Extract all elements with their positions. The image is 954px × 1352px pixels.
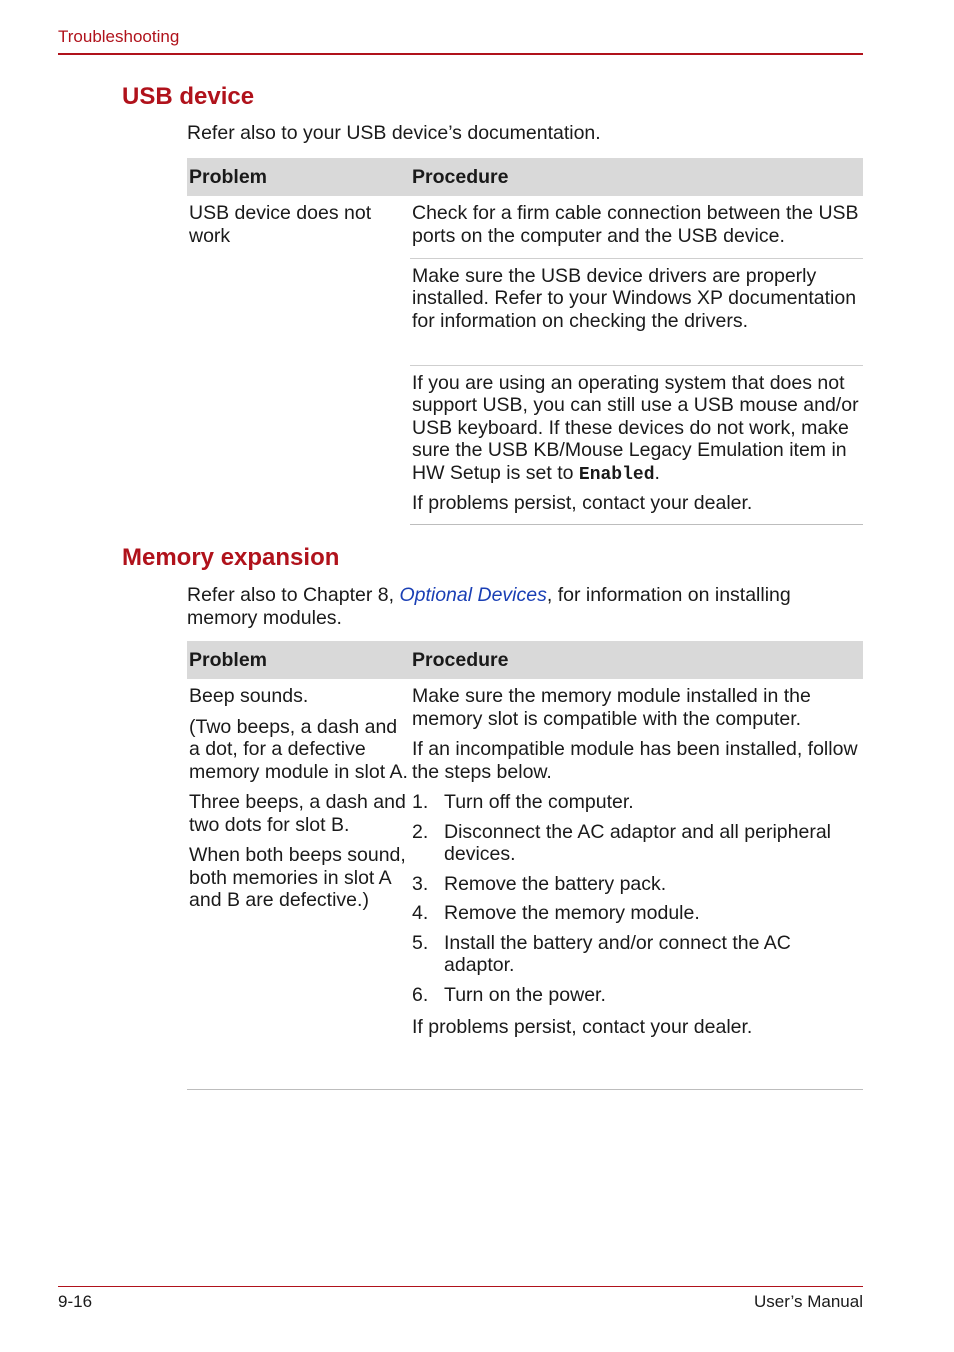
usb-persist-note: If problems persist, contact your dealer. <box>412 492 753 514</box>
memory-procedure-cell <box>410 679 863 1089</box>
memory-intro-pre: Refer also to Chapter 8, <box>187 584 400 606</box>
step-number: 6. <box>412 983 429 1006</box>
problem-line: (Two beeps, a dash and a dot, for a defective memory module in slot A. <box>189 715 408 783</box>
usb-procedure-cell <box>410 365 863 524</box>
usb-section-title: USB device <box>122 83 255 110</box>
usb-problem-text: USB device does not work <box>189 202 372 247</box>
step-number: 2. <box>412 820 429 843</box>
usb-procedure-cell <box>410 196 863 258</box>
step-text: Remove the memory module. <box>444 902 700 924</box>
usb-procedure-1: Check for a firm cable connection between the USB ports on the computer and the USB device. <box>412 202 859 247</box>
usb-problem-cell <box>187 196 410 524</box>
list-item <box>412 791 861 814</box>
memory-problem-cell <box>187 679 410 1089</box>
step-text: Turn on the power. <box>444 983 606 1006</box>
step-number: 4. <box>412 902 429 924</box>
usb-procedure-2: Make sure the USB device drivers are properly installed. Refer to your Windows XP documentation for information on checking the drivers. <box>412 264 857 332</box>
usb-procedure-cell <box>410 258 863 365</box>
list-item <box>412 902 861 925</box>
memory-intro-post: , for information on installing memory modules. <box>187 584 791 629</box>
memory-persist-note: If problems persist, contact your dealer. <box>412 1016 753 1038</box>
list-item <box>412 873 861 896</box>
optional-devices-link[interactable]: Optional Devices <box>399 584 547 606</box>
memory-procedure-intro-2: If an incompatible module has been installed, follow the steps below. <box>412 738 858 783</box>
running-header: Troubleshooting <box>58 27 180 46</box>
problem-line: When both beeps sound, both memories in slot A and B are defective.) <box>189 844 406 911</box>
list-item <box>412 984 861 1007</box>
table-header-row <box>187 158 863 196</box>
step-text: Remove the battery pack. <box>444 872 667 895</box>
step-text: Turn off the computer. <box>444 791 634 813</box>
usb-table <box>187 158 863 525</box>
step-text: Disconnect the AC adaptor and all peripheral devices. <box>444 820 831 865</box>
col-problem-header: Problem <box>187 158 410 196</box>
memory-procedure-intro-1: Make sure the memory module installed in the memory slot is compatible with the computer. <box>412 685 811 730</box>
usb-procedure-3-text: If you are using an operating system that does not support USB, you can still use a USB mouse and/or USB keyboard. If these devices do not work, make sure the USB KB/Mouse Legacy Emulation item in HW Setup is set to <box>412 371 859 484</box>
footer-rule <box>58 1286 863 1287</box>
list-item <box>412 932 861 977</box>
memory-table <box>187 641 863 1090</box>
usb-intro: Refer also to your USB device’s documentation. <box>187 122 601 144</box>
page-number: 9-16 <box>58 1292 93 1311</box>
memory-steps-list <box>412 791 861 1006</box>
col-procedure-header: Procedure <box>410 158 863 196</box>
list-item <box>412 821 861 866</box>
usb-procedure-3 <box>412 372 861 487</box>
col-problem-header: Problem <box>187 641 410 679</box>
header-rule <box>58 53 863 55</box>
table-header-row <box>187 641 863 679</box>
step-number: 3. <box>412 872 429 895</box>
problem-line: Beep sounds. <box>189 685 309 707</box>
step-text: Install the battery and/or connect the AC adaptor. <box>444 931 791 976</box>
step-number: 1. <box>412 791 429 813</box>
step-number: 5. <box>412 931 429 954</box>
col-procedure-header: Procedure <box>410 641 863 679</box>
manual-title: User’s Manual <box>754 1292 863 1311</box>
table-row <box>187 196 863 258</box>
usb-procedure-3-end: . <box>654 461 660 484</box>
table-row <box>187 679 863 1089</box>
memory-intro <box>187 584 863 630</box>
problem-line: Three beeps, a dash and two dots for slot B. <box>189 791 406 836</box>
memory-section-title: Memory expansion <box>122 544 340 571</box>
enabled-setting: Enabled <box>578 464 655 485</box>
